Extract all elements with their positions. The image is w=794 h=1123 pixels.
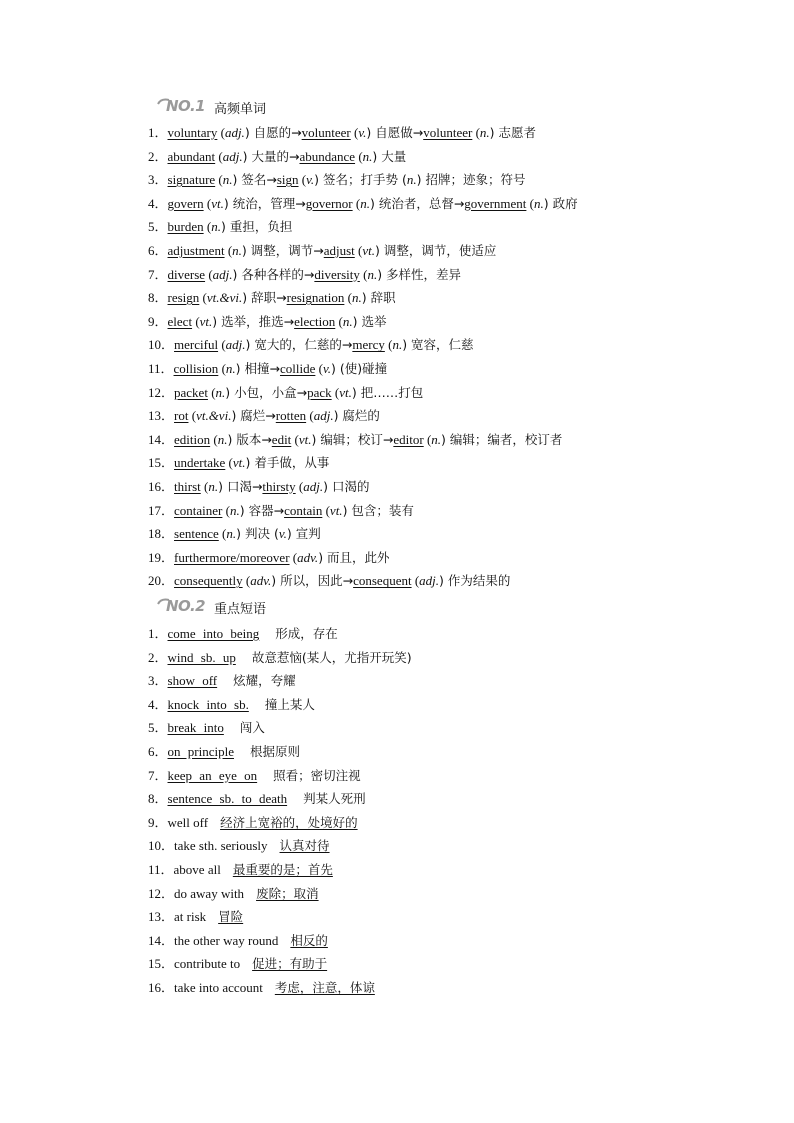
answer-word: rotten: [275, 408, 307, 424]
answer-word: volunteer: [423, 125, 473, 140]
phrase-english: above all: [173, 861, 221, 877]
phrase-chinese: 炫耀，夸耀: [233, 673, 296, 689]
word-entry: [148, 428, 578, 452]
entry-text: ) 作为结果的: [439, 573, 511, 589]
answer-word: adjust: [323, 242, 355, 258]
entry-text: ) 包含；装有: [342, 502, 414, 518]
entry-text: (: [411, 573, 420, 589]
entry-text: (: [210, 431, 218, 447]
entry-number: 10．: [148, 337, 175, 353]
entry-text: (: [207, 384, 216, 400]
phrase-chinese: 冒险: [218, 909, 244, 925]
answer-word: abundance: [299, 148, 356, 164]
phrase-entry: [148, 693, 412, 717]
phrase-english: on principle: [167, 743, 234, 759]
entry-text: ) 辞职→: [242, 290, 287, 306]
phrase-english: at risk: [174, 909, 207, 925]
phrase-english: well off: [167, 814, 209, 830]
word-entry: [148, 499, 578, 523]
part-of-speech: vt.: [362, 242, 376, 258]
part-of-speech: adj.: [222, 148, 243, 164]
phrase-english: take sth. seriously: [174, 838, 268, 854]
answer-word: consequently: [174, 573, 243, 589]
entry-number: 11．: [148, 360, 174, 376]
entry-number: 7．: [148, 266, 168, 282]
phrase-chinese: 废除；取消: [256, 885, 319, 901]
entry-text: ) 编辑；编者，校订者: [441, 431, 563, 447]
phrase-chinese: 故意惹恼(某人，尤指开玩笑): [251, 649, 412, 665]
phrase-chinese: 判某人死刑: [303, 791, 366, 807]
entry-number: 3．: [148, 673, 168, 689]
phrase-english: sentence sb. to death: [167, 791, 288, 807]
answer-word: thirsty: [262, 478, 296, 494]
part-of-speech: v.: [322, 360, 332, 376]
entry-number: 6．: [148, 242, 168, 258]
word-list: [148, 121, 578, 593]
part-of-speech: n.: [360, 195, 370, 211]
part-of-speech: vt.: [339, 384, 352, 400]
answer-word: edit: [271, 431, 292, 447]
entry-text: ) 统治，管理→: [223, 195, 306, 211]
entry-number: 2．: [148, 148, 168, 164]
section-badge-label: NO.2: [166, 597, 206, 615]
entry-number: 2．: [148, 649, 168, 665]
part-of-speech: adv.: [250, 573, 272, 589]
part-of-speech: n.: [215, 384, 226, 400]
phrase-english: break into: [167, 720, 224, 736]
entry-text: ) 口渴的: [323, 478, 370, 494]
part-of-speech: n.: [351, 290, 362, 306]
entry-text: ) 签名→: [232, 172, 277, 188]
answer-word: collide: [279, 360, 316, 376]
part-of-speech: v.: [278, 526, 287, 542]
word-entry: [148, 286, 578, 310]
entry-text: (: [331, 384, 340, 400]
entry-text: (: [215, 148, 223, 164]
entry-number: 6．: [148, 743, 168, 759]
word-entry: [148, 451, 578, 475]
part-of-speech: n.: [431, 431, 442, 447]
entry-text: ) (使)碰撞: [331, 360, 388, 376]
answer-word: sign: [276, 172, 299, 188]
entry-text: ) 宽容，仁慈: [402, 337, 474, 353]
entry-number: 12．: [148, 885, 175, 901]
phrase-chinese: 考虑，注意，体谅: [274, 979, 375, 995]
entry-text: (: [298, 172, 307, 188]
entry-text: ) 编辑；校订→: [311, 431, 394, 447]
part-of-speech: vt.: [329, 502, 343, 518]
part-of-speech: vt.: [199, 313, 213, 329]
entry-text: ) 把……打包: [351, 384, 424, 400]
phrase-english: knock into sb.: [167, 696, 249, 712]
answer-word: resign: [167, 290, 200, 306]
entry-number: 8．: [148, 290, 168, 306]
answer-word: governor: [305, 195, 353, 211]
answer-word: furthermore/moreover: [174, 549, 290, 565]
answer-word: abundant: [167, 148, 216, 164]
section-badge-label: NO.1: [166, 97, 206, 115]
phrase-entry: [148, 905, 412, 929]
part-of-speech: adj.: [313, 408, 334, 424]
entry-text: ) 腐烂→: [231, 408, 276, 424]
word-entry: [148, 569, 578, 593]
entry-number: 3．: [148, 172, 168, 188]
phrase-entry: [148, 669, 412, 693]
answer-word: consequent: [353, 573, 412, 589]
entry-number: 4．: [148, 195, 168, 211]
section-title: 重点短语: [214, 602, 267, 617]
part-of-speech: n.: [226, 526, 237, 542]
entry-text: (: [199, 290, 207, 306]
word-entry: [148, 145, 578, 169]
answer-word: election: [294, 313, 336, 329]
phrase-entry: [148, 929, 412, 953]
answer-word: contain: [284, 502, 323, 518]
part-of-speech: adj.: [303, 478, 324, 494]
phrase-chinese: 照看；密切注视: [273, 767, 361, 783]
phrase-chinese: 形成，存在: [275, 626, 338, 641]
entry-number: 12．: [148, 384, 175, 400]
part-of-speech: adj.: [419, 573, 440, 589]
answer-word: signature: [167, 172, 216, 188]
phrase-english: do away with: [174, 885, 245, 901]
phrase-entry: [148, 811, 412, 835]
entry-number: 15．: [148, 956, 175, 972]
entry-text: (: [291, 431, 299, 447]
phrase-entry: [148, 787, 412, 811]
phrase-entry: [148, 646, 412, 670]
word-entry: [148, 522, 578, 546]
answer-word: container: [174, 502, 223, 518]
entry-text: (: [218, 337, 226, 353]
entry-number: 8．: [148, 791, 168, 807]
word-entry: [148, 310, 578, 334]
part-of-speech: adj.: [224, 125, 245, 140]
entry-text: (: [335, 313, 343, 329]
entry-text: ) 所以，因此→: [271, 573, 354, 589]
entry-text: ) 政府: [543, 195, 578, 211]
word-entry: [148, 475, 578, 499]
answer-word: sentence: [174, 526, 219, 542]
part-of-speech: n.: [222, 172, 233, 188]
part-of-speech: vt.: [232, 455, 246, 471]
answer-word: elect: [167, 313, 193, 329]
entry-text: (: [203, 195, 212, 211]
entry-number: 19．: [148, 549, 175, 565]
phrase-english: the other way round: [174, 932, 279, 948]
entry-text: ) 重担，负担: [220, 219, 293, 235]
entry-text: ) 调整，调节→: [241, 242, 324, 258]
entry-text: ) 大量的→: [242, 148, 300, 164]
entry-text: ) 腐烂的: [333, 408, 380, 424]
entry-text: ) 口渴→: [218, 478, 263, 494]
phrase-english: take into account: [174, 979, 263, 995]
phrase-entry: [148, 764, 412, 788]
phrase-entry: [148, 716, 412, 740]
phrase-chinese: 相反的: [290, 932, 328, 948]
entry-text: (: [289, 549, 298, 565]
part-of-speech: n.: [392, 337, 403, 353]
answer-word: editor: [393, 431, 424, 447]
entry-text: (: [224, 242, 233, 258]
entry-number: 4．: [148, 696, 168, 712]
entry-text: (: [218, 526, 227, 542]
answer-word: thirst: [174, 478, 201, 494]
entry-text: (: [315, 360, 323, 376]
entry-text: ) 大量: [372, 148, 407, 164]
part-of-speech: n.: [533, 195, 544, 211]
entry-text: (: [200, 478, 209, 494]
part-of-speech: vt.: [298, 431, 312, 447]
entry-number: 15．: [148, 455, 175, 471]
phrase-english: wind sb. up: [167, 649, 236, 665]
entry-text: (: [384, 337, 393, 353]
entry-text: ) 着手做，从事: [245, 455, 330, 471]
entry-number: 18．: [148, 526, 175, 542]
section-badge: [156, 96, 208, 118]
entry-text: (: [344, 290, 352, 306]
section-badge: [156, 596, 208, 618]
entry-text: (: [352, 195, 361, 211]
entry-text: ) 版本→: [227, 431, 272, 447]
answer-word: govern: [167, 195, 204, 211]
entry-number: 1．: [148, 125, 168, 140]
entry-text: (: [472, 125, 480, 140]
part-of-speech: vt.&vi.: [206, 290, 243, 306]
entry-text: ) 容器→: [239, 502, 285, 518]
phrase-english: keep an eye on: [167, 767, 258, 783]
phrase-entry: [148, 622, 412, 646]
entry-text: (: [215, 172, 223, 188]
phrase-chinese: 最重要的是；首先: [232, 861, 333, 877]
entry-text: ) 判决 (: [236, 526, 279, 542]
word-entry: [148, 239, 578, 263]
word-entry: [148, 263, 578, 287]
entry-number: 13．: [148, 909, 175, 925]
entry-number: 9．: [148, 313, 168, 329]
answer-word: voluntary: [167, 125, 218, 140]
phrase-chinese: 认真对待: [279, 838, 330, 854]
entry-text: ) 而且，此外: [318, 549, 390, 565]
entry-text: (: [218, 360, 226, 376]
word-entry: [148, 333, 578, 357]
entry-text: (: [306, 408, 314, 424]
answer-word: undertake: [174, 455, 226, 471]
phrase-chinese: 闯入: [239, 720, 265, 736]
entry-text: (: [423, 431, 432, 447]
entry-number: 16．: [148, 478, 175, 494]
phrase-entry: [148, 834, 412, 858]
part-of-speech: n.: [342, 313, 353, 329]
answer-word: merciful: [174, 337, 219, 353]
phrase-entry: [148, 952, 412, 976]
phrase-entry: [148, 976, 412, 1000]
entry-text: ) 各种各样的→: [232, 266, 315, 282]
part-of-speech: adj.: [225, 337, 246, 353]
entry-number: 5．: [148, 219, 168, 235]
part-of-speech: vt.: [211, 195, 224, 211]
phrase-english: show off: [167, 673, 218, 689]
entry-text: ) 小包，小盒→: [225, 384, 308, 400]
phrase-list: [148, 622, 412, 1000]
section-header-words: [156, 96, 266, 118]
entry-text: (: [188, 408, 197, 424]
entry-text: (: [222, 502, 230, 518]
entry-text: ) 多样性，差异: [377, 266, 462, 282]
word-entry: [148, 192, 578, 216]
phrase-entry: [148, 740, 412, 764]
entry-text: ) 宽大的，仁慈的→: [245, 337, 353, 353]
part-of-speech: adj.: [212, 266, 233, 282]
word-entry: [148, 357, 578, 381]
phrase-chinese: 促进；有助于: [252, 956, 328, 972]
entry-text: ) 选举，推选→: [212, 313, 295, 329]
phrase-english: come into being: [167, 626, 260, 641]
part-of-speech: adv.: [297, 549, 319, 565]
entry-text: (: [322, 502, 330, 518]
answer-word: mercy: [352, 337, 385, 353]
part-of-speech: v.: [358, 125, 367, 140]
entry-text: ) 辞职: [361, 290, 396, 306]
answer-word: rot: [174, 408, 189, 424]
entry-number: 14．: [148, 431, 175, 447]
entry-text: (: [526, 195, 534, 211]
phrase-entry: [148, 858, 412, 882]
part-of-speech: n.: [406, 172, 417, 188]
phrase-chinese: 经济上宽裕的，处境好的: [220, 814, 358, 830]
entry-text: (: [242, 573, 251, 589]
phrase-entry: [148, 882, 412, 906]
entry-text: ) 相撞→: [235, 360, 280, 376]
entry-text: (: [350, 125, 359, 140]
entry-text: ) 签名；打手势 (: [314, 172, 407, 188]
phrase-chinese: 撞上某人: [264, 696, 315, 712]
part-of-speech: n.: [479, 125, 490, 140]
entry-number: 17．: [148, 502, 175, 518]
part-of-speech: v.: [306, 172, 315, 188]
answer-word: packet: [174, 384, 208, 400]
answer-word: burden: [167, 219, 204, 235]
section-title: 高频单词: [214, 102, 267, 117]
word-entry: [148, 121, 578, 145]
answer-word: pack: [307, 384, 332, 400]
entry-number: 9．: [148, 814, 168, 830]
part-of-speech: n.: [229, 502, 240, 518]
word-entry: [148, 168, 578, 192]
part-of-speech: vt.&vi.: [196, 408, 232, 424]
entry-number: 5．: [148, 720, 168, 736]
entry-text: (: [354, 242, 363, 258]
entry-text: ) 自愿的→: [244, 125, 302, 140]
part-of-speech: n.: [367, 266, 378, 282]
entry-text: (: [359, 266, 368, 282]
answer-word: volunteer: [301, 125, 351, 140]
entry-number: 7．: [148, 767, 168, 783]
answer-word: edition: [174, 431, 211, 447]
entry-text: (: [295, 478, 304, 494]
entry-number: 14．: [148, 932, 175, 948]
entry-text: (: [225, 455, 233, 471]
entry-number: 10．: [148, 838, 175, 854]
entry-text: (: [205, 266, 213, 282]
entry-text: (: [217, 125, 225, 140]
entry-number: 20．: [148, 573, 175, 589]
answer-word: adjustment: [167, 242, 225, 258]
answer-word: diverse: [167, 266, 206, 282]
part-of-speech: n.: [211, 219, 221, 235]
section-header-phrases: [156, 596, 266, 618]
entry-text: ) 宣判: [286, 526, 321, 542]
entry-text: ) 志愿者: [489, 125, 537, 140]
entry-text: ) 调整，调节，使适应: [375, 242, 497, 258]
part-of-speech: n.: [208, 478, 219, 494]
entry-text: ) 招牌；迹象；符号: [416, 172, 526, 188]
entry-text: (: [192, 313, 200, 329]
phrase-english: contribute to: [174, 956, 241, 972]
entry-text: (: [203, 219, 212, 235]
entry-text: ) 自愿做→: [366, 125, 424, 140]
entry-number: 13．: [148, 408, 175, 424]
phrase-chinese: 根据原则: [249, 743, 300, 759]
part-of-speech: n.: [217, 431, 228, 447]
word-entry: [148, 381, 578, 405]
part-of-speech: n.: [225, 360, 236, 376]
entry-text: ) 统治者，总督→: [369, 195, 465, 211]
answer-word: government: [464, 195, 527, 211]
entry-text: ) 选举: [352, 313, 387, 329]
answer-word: collision: [173, 360, 219, 376]
word-entry: [148, 215, 578, 239]
part-of-speech: n.: [362, 148, 373, 164]
entry-number: 16．: [148, 979, 175, 995]
entry-text: (: [355, 148, 363, 164]
answer-word: diversity: [314, 266, 360, 282]
word-entry: [148, 404, 578, 428]
entry-number: 11．: [148, 861, 174, 877]
word-entry: [148, 546, 578, 570]
answer-word: resignation: [286, 290, 345, 306]
part-of-speech: n.: [232, 242, 242, 258]
entry-number: 1．: [148, 626, 168, 641]
